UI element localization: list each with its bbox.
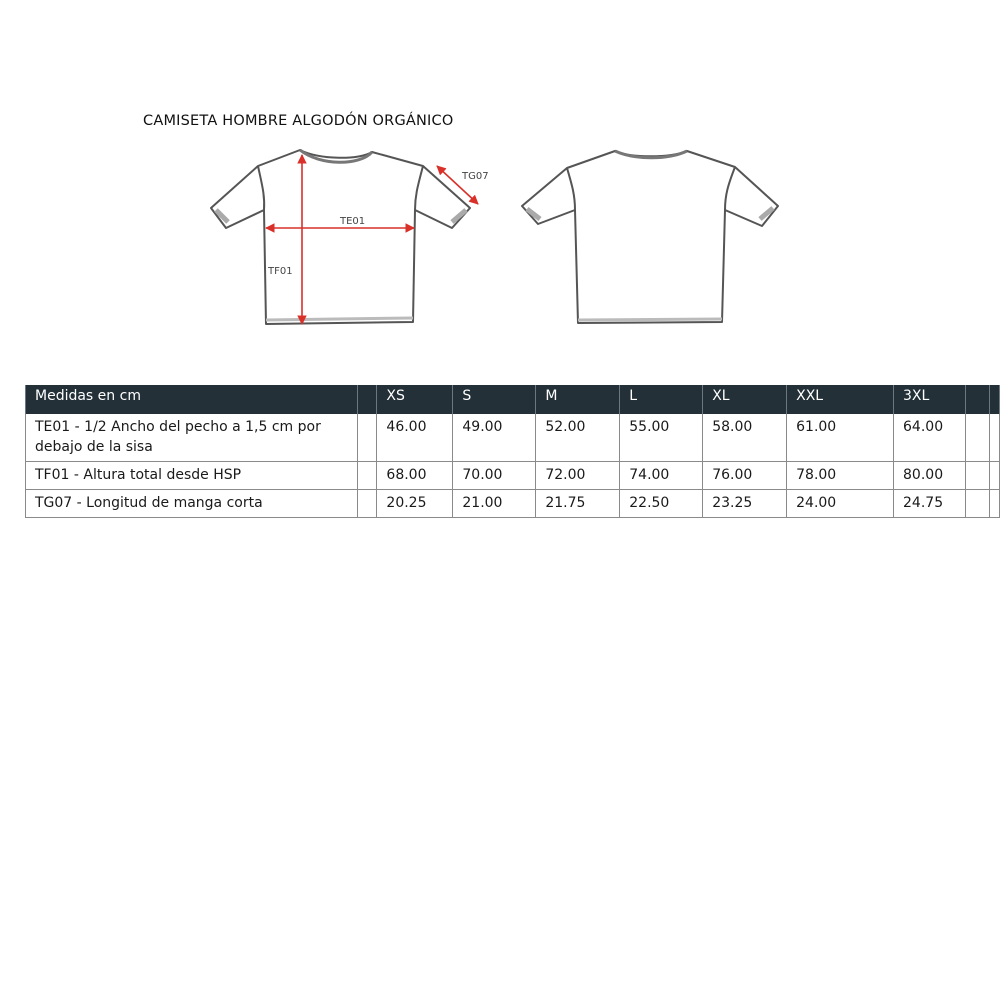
row-label: TF01 - Altura total desde HSP [26,462,358,490]
header-size-xs: XS [377,385,453,414]
header-spacer [989,385,999,414]
header-spacer [358,385,377,414]
cell-value: 49.00 [453,414,536,462]
row-label: TE01 - 1/2 Ancho del pecho a 1,5 cm por debajo de la sisa [26,414,358,462]
row-spacer [965,490,989,518]
row-spacer [358,414,377,462]
header-size-s: S [453,385,536,414]
table-row [26,490,1000,518]
header-size-xl: XL [703,385,787,414]
header-label: Medidas en cm [26,385,358,414]
row-spacer [989,462,999,490]
table-row [26,414,1000,462]
cell-value: 72.00 [536,462,620,490]
cell-value: 24.75 [894,490,966,518]
header-size-3xl: 3XL [894,385,966,414]
cell-value: 61.00 [787,414,894,462]
label-height: TF01 [268,266,293,277]
label-chest: TE01 [340,216,366,227]
cell-value: 46.00 [377,414,453,462]
cell-value: 74.00 [620,462,703,490]
cell-value: 22.50 [620,490,703,518]
cell-value: 70.00 [453,462,536,490]
row-spacer [989,414,999,462]
cell-value: 20.25 [377,490,453,518]
cell-value: 21.75 [536,490,620,518]
row-label: TG07 - Longitud de manga corta [26,490,358,518]
header-size-xxl: XXL [787,385,894,414]
header-size-m: M [536,385,620,414]
cell-value: 76.00 [703,462,787,490]
row-spacer [358,490,377,518]
row-spacer [965,462,989,490]
cell-value: 78.00 [787,462,894,490]
cell-value: 23.25 [703,490,787,518]
label-sleeve: TG07 [462,171,489,182]
cell-value: 55.00 [620,414,703,462]
page-title: CAMISETA HOMBRE ALGODÓN ORGÁNICO [143,113,454,129]
header-spacer [965,385,989,414]
table-header-row [26,385,1000,414]
row-spacer [965,414,989,462]
cell-value: 52.00 [536,414,620,462]
cell-value: 80.00 [894,462,966,490]
cell-value: 58.00 [703,414,787,462]
cell-value: 68.00 [377,462,453,490]
cell-value: 24.00 [787,490,894,518]
tshirt-front [211,150,470,324]
tshirt-diagram [0,0,1000,360]
table-row [26,462,1000,490]
tshirt-back [522,151,778,323]
cell-value: 21.00 [453,490,536,518]
size-table [25,385,1000,518]
cell-value: 64.00 [894,414,966,462]
header-size-l: L [620,385,703,414]
row-spacer [989,490,999,518]
row-spacer [358,462,377,490]
